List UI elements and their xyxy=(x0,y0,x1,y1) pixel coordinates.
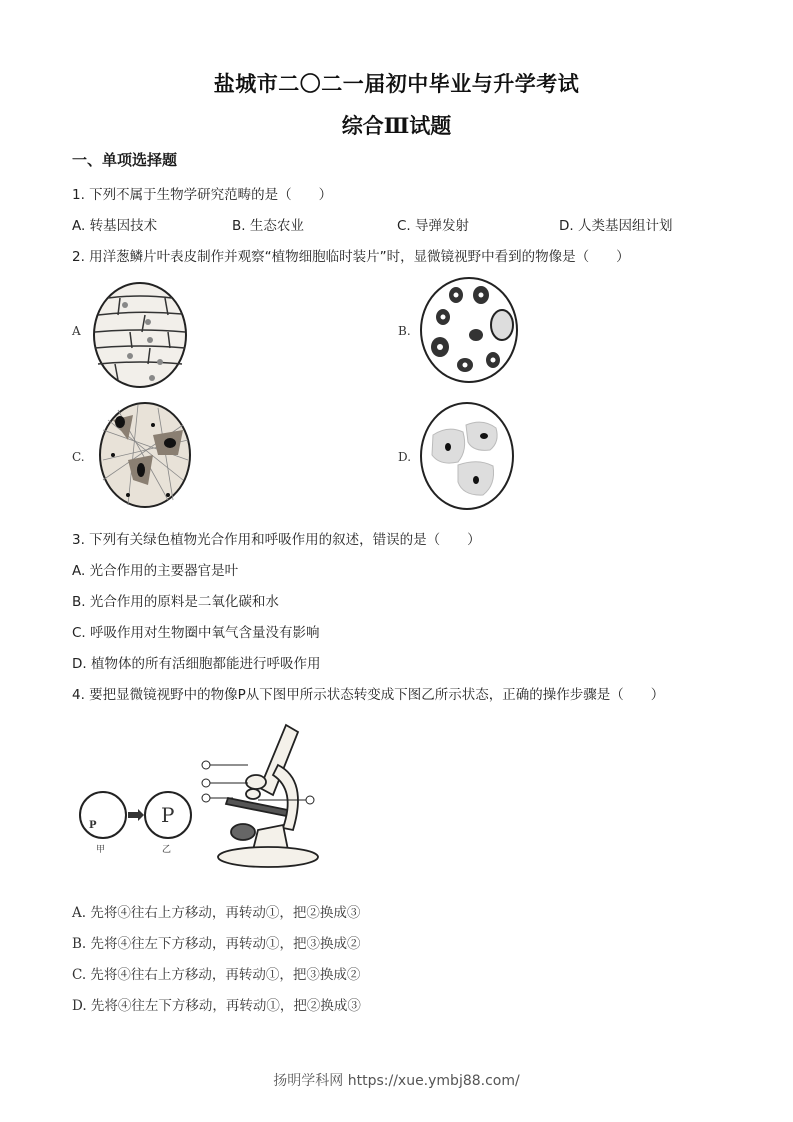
q1-option-a[interactable]: A. 转基因技术 xyxy=(72,218,158,234)
microscope-illustration xyxy=(198,720,323,870)
question-2-stem: 2. 用洋葱鳞片叶表皮制作并观察“植物细胞临时装片”时，显微镜视野中看到的物像是（ ） xyxy=(72,249,630,265)
q4-option-b[interactable]: B. 先将④往左下方移动，再转动①，把③换成② xyxy=(72,936,361,952)
cheek-epithelial-image[interactable] xyxy=(418,400,516,512)
big-letter-p: P xyxy=(161,803,175,827)
exam-subtitle: 综合Ⅲ试题 xyxy=(341,113,452,138)
question-4-stem: 4. 要把显微镜视野中的物像P从下图甲所示状态转变成下图乙所示状态，正确的操作步骤是（ ） xyxy=(72,687,665,703)
question-1-stem: 1. 下列不属于生物学研究范畴的是（ ） xyxy=(72,187,333,203)
q1-option-d[interactable]: D. 人类基因组计划 xyxy=(559,218,673,234)
label-jia: 甲 xyxy=(96,845,106,855)
exam-title: 盐城市二〇二一届初中毕业与升学考试 xyxy=(213,71,580,96)
q3-option-c[interactable]: C. 呼吸作用对生物圈中氧气含量没有影响 xyxy=(72,625,320,641)
q1-option-c[interactable]: C. 导弹发射 xyxy=(397,218,470,234)
footer-watermark[interactable]: 扬明学科网 https://xue.ymbj88.com/ xyxy=(273,1073,520,1089)
question-3-stem: 3. 下列有关绿色植物光合作用和呼吸作用的叙述，错误的是（ ） xyxy=(72,532,481,548)
q2-option-b-label[interactable]: B. xyxy=(398,324,411,338)
q2-option-a-label[interactable]: A xyxy=(72,324,81,338)
q2-option-d-label[interactable]: D. xyxy=(398,450,412,464)
q1-option-b[interactable]: B. 生态农业 xyxy=(232,218,304,234)
section-heading: 一、单项选择题 xyxy=(72,151,178,169)
label-yi: 乙 xyxy=(162,845,172,855)
q4-option-d[interactable]: D. 先将④往左下方移动，再转动①，把②换成③ xyxy=(72,998,361,1014)
onion-epidermis-image[interactable] xyxy=(90,280,190,390)
q3-option-d[interactable]: D. 植物体的所有活细胞都能进行呼吸作用 xyxy=(72,656,321,672)
blood-cells-image[interactable] xyxy=(418,275,520,385)
q4-option-a[interactable]: A. 先将④往右上方移动，再转动①，把②换成③ xyxy=(72,905,361,921)
small-letter-p: P xyxy=(89,820,97,831)
nerve-tissue-image[interactable] xyxy=(98,400,193,510)
q3-option-b[interactable]: B. 光合作用的原料是二氧化碳和水 xyxy=(72,594,279,610)
q4-option-c[interactable]: C. 先将④往右上方移动，再转动①，把③换成② xyxy=(72,967,361,983)
q3-option-a[interactable]: A. 光合作用的主要器官是叶 xyxy=(72,563,239,579)
q2-option-c-label[interactable]: C. xyxy=(72,450,85,464)
